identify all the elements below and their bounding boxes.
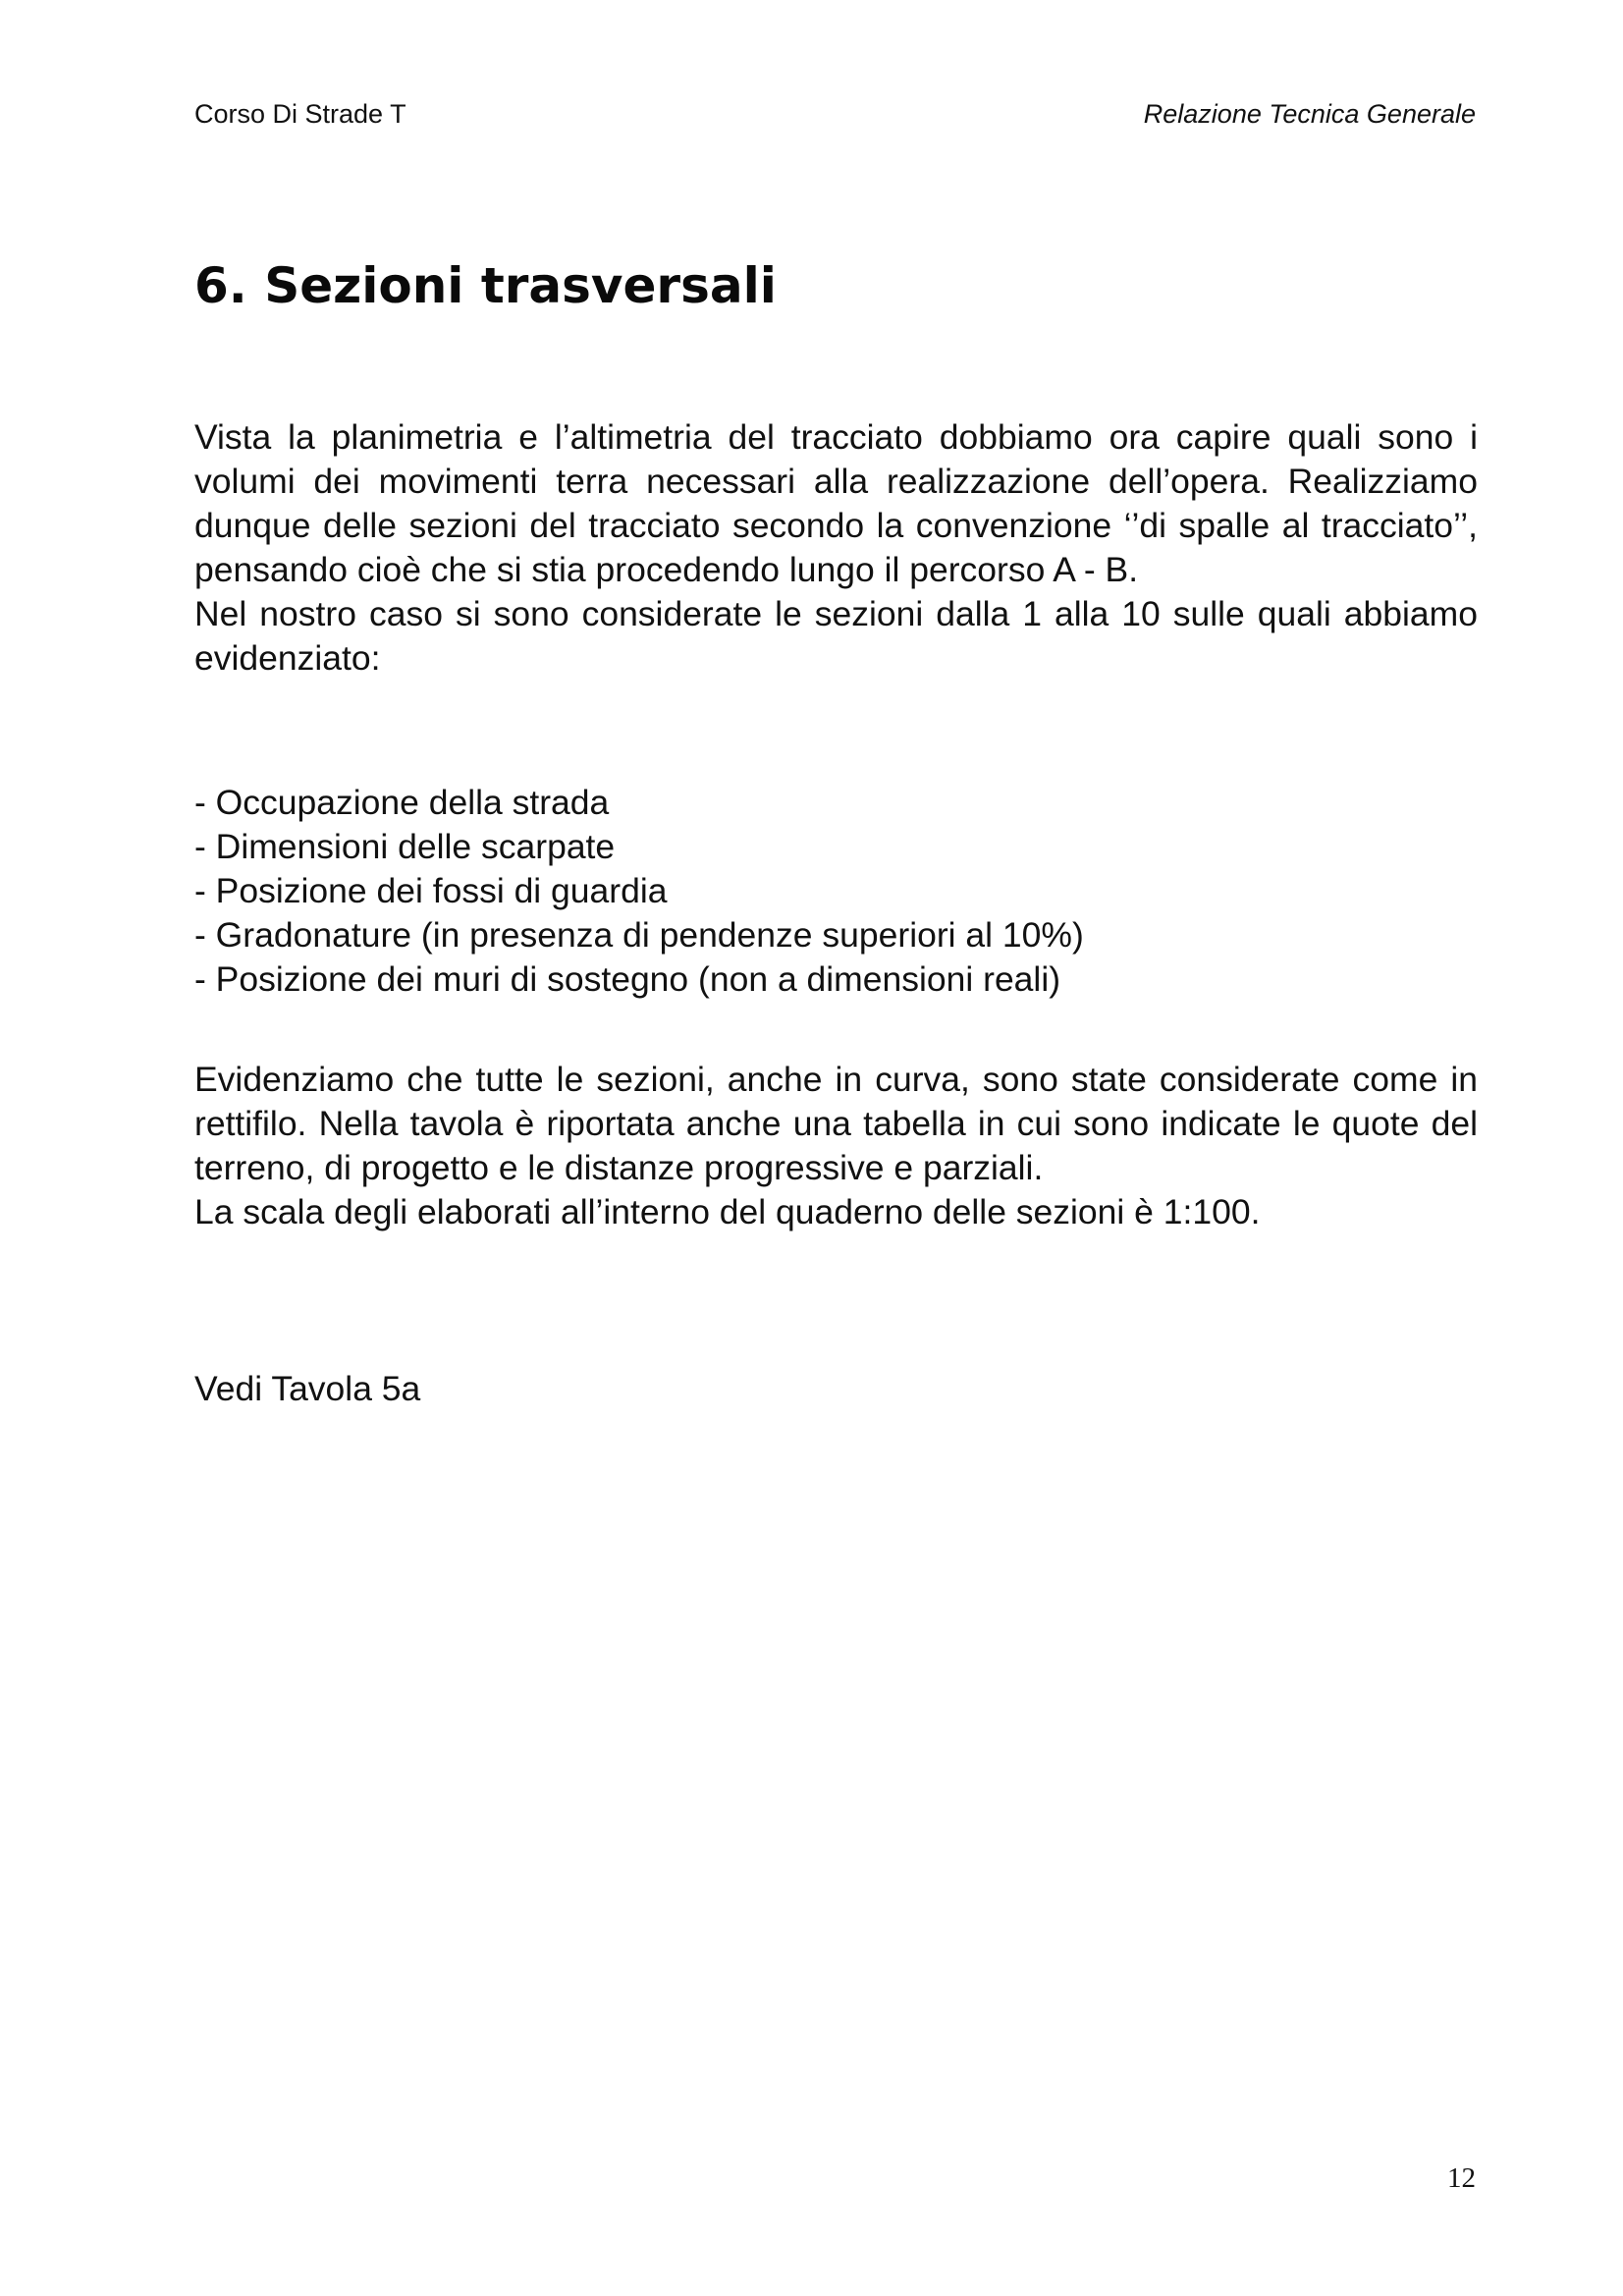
- intro-block: [194, 415, 1478, 681]
- section-title: 6. Sezioni trasversali: [194, 257, 777, 314]
- paragraph-intro: Vista la planimetria e l’altimetria del tracciato dobbiamo ora capire quali sono i volumi dei movimenti terra necessari alla realizzazione dell’opera. Realizziamo dunque delle sezioni del tracciato secondo la convenzione ‘’di spalle al tracciato’’, pensando cioè che si stia procedendo lungo il percorso A - B.: [194, 417, 1478, 589]
- paragraph-sections: Nel nostro caso si sono considerate le sezioni dalla 1 alla 10 sulle quali abbiamo evidenziato:: [194, 594, 1478, 678]
- paragraph-scale: La scala degli elaborati all’interno del quaderno delle sezioni è 1:100.: [194, 1192, 1261, 1231]
- header-document-title: Relazione Tecnica Generale: [1143, 99, 1476, 129]
- list-item: - Occupazione della strada: [194, 783, 610, 822]
- notes-block: [194, 1058, 1478, 1234]
- list-item: - Posizione dei muri di sostegno (non a dimensioni reali): [194, 959, 1061, 999]
- list-item: - Dimensioni delle scarpate: [194, 827, 616, 866]
- list-item: - Gradonature (in presenza di pendenze superiori al 10%): [194, 915, 1084, 955]
- header-course-name: Corso Di Strade T: [194, 99, 406, 129]
- highlighted-features-list: [194, 781, 1478, 1002]
- reference-line: Vedi Tavola 5a: [194, 1369, 421, 1408]
- paragraph-notes: Evidenziamo che tutte le sezioni, anche in curva, sono state considerate come in rettifilo. Nella tavola è riportata anche una tabella in cui sono indicate le quote del terreno, di progetto e le distanze progressive e parziali.: [194, 1060, 1478, 1187]
- page-header: [194, 96, 1476, 132]
- page-number: 12: [1447, 2162, 1476, 2194]
- list-item: - Posizione dei fossi di guardia: [194, 871, 668, 910]
